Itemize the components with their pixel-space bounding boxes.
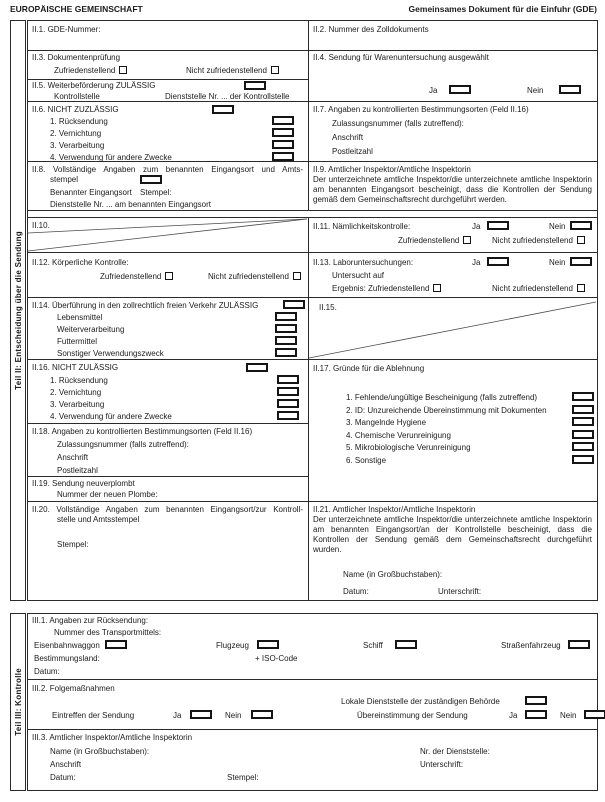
ii13-nein-checkbox[interactable] [570, 257, 592, 266]
field-ii18-title: II.18. Angaben zu kontrollierten Bestimmungsorten (Feld II.16) [32, 427, 253, 436]
field-ii8-stempel: Stempel: [140, 188, 172, 197]
ii11-satisfactory-checkbox[interactable] [463, 236, 471, 244]
field-ii15-title: II.15. [319, 303, 337, 312]
field-ii16 [28, 360, 309, 424]
iii1-schiff-checkbox[interactable] [395, 640, 417, 649]
ii6-checkbox[interactable] [212, 105, 234, 114]
ii11-not-satisfactory-checkbox[interactable] [577, 236, 585, 244]
field-ii11-not-satisfactory [492, 236, 585, 245]
field-ii3-nok-label: Nicht zufriedenstellend [186, 66, 267, 75]
field-ii6-item2: 2. Vernichtung [50, 129, 102, 138]
field-ii17-item1: 1. Fehlende/ungültige Bescheinigung (falls zutreffend) [346, 393, 538, 402]
field-iii2 [28, 680, 597, 730]
ii14-item1-checkbox[interactable] [275, 312, 297, 321]
field-iii2-eintreffen: Eintreffen der Sendung [52, 711, 135, 720]
field-iii2-lokale: Lokale Dienststelle der zuständigen Behörde [341, 697, 500, 706]
field-ii13-ok-label: Zufriedenstellend [368, 284, 430, 293]
field-ii13-ergebnis-line [332, 284, 441, 293]
field-iii1-title: III.1. Angaben zur Rücksendung: [32, 616, 149, 625]
field-ii7-plz: Postleitzahl [332, 147, 373, 156]
iii2-lokale-checkbox[interactable] [525, 696, 547, 705]
field-ii12-title: II.12. Körperliche Kontrolle: [32, 258, 129, 267]
iii2-eintreffen-ja-checkbox[interactable] [190, 710, 212, 719]
field-ii17-item2: 2. ID: Unzureichende Übereinstimmung mit Dokumenten [346, 406, 547, 415]
field-ii12-not-satisfactory [208, 272, 301, 281]
field-ii13 [309, 253, 597, 298]
iii1-flugzeug-checkbox[interactable] [257, 640, 279, 649]
field-ii6-item3: 3. Verarbeitung [50, 141, 105, 150]
field-ii11 [309, 218, 597, 253]
field-ii3-title: II.3. Dokumentenprüfung [32, 53, 121, 62]
part3-side-strip [10, 613, 26, 791]
field-ii14-title: II.14. Überführung in den zollrechtlich freien Verkehr ZULÄSSIG [32, 301, 259, 310]
ii6-item3-checkbox[interactable] [272, 140, 294, 149]
field-ii17 [309, 360, 597, 502]
ii16-item2-checkbox[interactable] [277, 387, 299, 396]
field-ii20 [28, 502, 309, 600]
field-ii16-item2: 2. Vernichtung [50, 388, 102, 397]
ii16-item4-checkbox[interactable] [277, 411, 299, 420]
ii16-checkbox[interactable] [246, 363, 268, 372]
field-iii1-strassenfahrzeug: Straßenfahrzeug [501, 641, 561, 650]
field-ii10 [28, 218, 309, 253]
part3-side-label: Teil III: Kontrolle [13, 668, 23, 736]
field-iii3-title: III.3. Amtlicher Inspektor/Amtliche Inspektorin [32, 733, 193, 742]
field-iii3-stempel: Stempel: [227, 773, 259, 782]
iii2-ueber-ja-checkbox[interactable] [525, 710, 547, 719]
field-ii9 [309, 162, 597, 211]
field-ii21-unterschrift: Unterschrift: [438, 587, 482, 596]
field-ii9-body: Der unterzeichnete amtliche Inspektor/die unterzeichnete amtliche Inspektorin am benannten Eingangsort bescheinigt, dass die Kontrollen der Sendung gemäß dem Gemeinschaftsrecht durchgeführt werden. [313, 175, 592, 204]
field-ii14 [28, 298, 309, 360]
field-ii12 [28, 253, 309, 298]
field-ii8-benannter: Benannter Eingangsort [50, 188, 132, 197]
spacer-row [28, 211, 597, 218]
ii16-item1-checkbox[interactable] [277, 375, 299, 384]
field-iii3-datum: Datum: [50, 773, 76, 782]
field-ii14-item1: Lebensmittel [57, 313, 103, 322]
ii14-item4-checkbox[interactable] [275, 348, 297, 357]
field-ii13-ja-label: Ja [472, 258, 481, 267]
field-ii13-title: II.13. Laboruntersuchungen: [313, 258, 414, 267]
field-ii5-kontrollstelle: Kontrollstelle [54, 92, 100, 101]
field-iii2-ueber-ja-label: Ja [509, 711, 518, 720]
iii2-eintreffen-nein-checkbox[interactable] [251, 710, 273, 719]
field-ii19 [28, 477, 309, 502]
iii1-strassenfahrzeug-checkbox[interactable] [568, 640, 590, 649]
field-ii16-title: II.16. NICHT ZULÄSSIG [32, 363, 119, 372]
field-ii4-ja-label: Ja [429, 86, 438, 95]
field-ii7 [309, 102, 597, 162]
field-ii5-title: II.5. Weiterbeförderung ZULÄSSIG [32, 81, 156, 90]
field-ii20-line1: II.20. Vollständige Angaben zum benannten Eingangsort/zur Kontroll- [32, 505, 303, 514]
ii14-zulaessig-checkbox[interactable] [283, 300, 305, 309]
field-ii8 [28, 162, 309, 211]
ii12-not-satisfactory-checkbox[interactable] [293, 272, 301, 280]
field-ii16-item3: 3. Verarbeitung [50, 400, 105, 409]
field-ii21-datum: Datum: [343, 587, 369, 596]
field-ii11-ja-label: Ja [472, 222, 481, 231]
ii17-item3-checkbox[interactable] [572, 417, 594, 426]
field-ii11-nok-label: Nicht zufriedenstellend [492, 236, 573, 245]
ii3-not-satisfactory-checkbox[interactable] [271, 66, 279, 74]
iii1-eisenbahnwaggon-checkbox[interactable] [105, 640, 127, 649]
field-ii6-item1: 1. Rücksendung [50, 117, 108, 126]
field-ii8-dienststelle: Dienststelle Nr. ... am benannten Eingangsort [50, 200, 211, 209]
field-iii1 [28, 614, 597, 680]
part2-side-strip [10, 20, 26, 601]
field-ii19-nummer: Nummer der neuen Plombe: [57, 490, 158, 499]
field-ii4-title: II.4. Sendung für Warenuntersuchung ausgewählt [313, 53, 489, 62]
field-ii13-not-satisfactory [492, 284, 585, 293]
ii4-ja-checkbox[interactable] [449, 85, 471, 94]
ii16-item3-checkbox[interactable] [277, 399, 299, 408]
field-ii6-item4: 4. Verwendung für andere Zwecke [50, 153, 172, 162]
ii13-satisfactory-checkbox[interactable] [433, 284, 441, 292]
field-iii2-ueber-nein-label: Nein [560, 711, 577, 720]
field-ii18 [28, 424, 309, 477]
field-ii7-anschrift: Anschrift [332, 133, 364, 142]
part3-table [27, 613, 598, 791]
field-ii4 [309, 50, 597, 102]
field-iii1-nummer: Nummer des Transportmittels: [54, 628, 162, 637]
part2-table [27, 20, 598, 601]
field-ii11-title: II.11. Nämlichkeitskontrolle: [313, 222, 411, 231]
ii15-diagonal-line [309, 298, 597, 359]
field-ii18-zulassung: Zulassungsnummer (falls zutreffend): [57, 440, 189, 449]
iii2-ueber-nein-checkbox[interactable] [584, 710, 605, 719]
header-right: Gemeinsames Dokument für die Einfuhr (GDE) [408, 4, 597, 14]
field-ii17-item3: 3. Mangelnde Hygiene [346, 418, 427, 427]
ii13-ja-checkbox[interactable] [487, 257, 509, 266]
field-ii12-nok-label: Nicht zufriedenstellend [208, 272, 289, 281]
field-ii14-item3: Futtermittel [57, 337, 98, 346]
field-ii13-nok-label: Nicht zufriedenstellend [492, 284, 573, 293]
ii6-item1-checkbox[interactable] [272, 116, 294, 125]
ii3-satisfactory-checkbox[interactable] [119, 66, 127, 74]
ii4-nein-checkbox[interactable] [559, 85, 581, 94]
field-iii1-iso: + ISO-Code [255, 654, 298, 663]
field-ii14-item4: Sonstiger Verwendungszweck [57, 349, 164, 358]
ii14-item2-checkbox[interactable] [275, 324, 297, 333]
field-ii3-not-satisfactory [186, 66, 279, 75]
ii17-item1-checkbox[interactable] [572, 392, 594, 401]
field-ii6 [28, 102, 309, 162]
ii11-ja-checkbox[interactable] [487, 221, 509, 230]
field-ii3-ok-label: Zufriedenstellend [54, 66, 116, 75]
field-ii9-title: II.9. Amtlicher Inspektor/Amtliche Inspektorin [313, 165, 471, 174]
ii6-item4-checkbox[interactable] [272, 152, 294, 161]
ii8-stempel-checkbox[interactable] [140, 175, 162, 184]
field-iii1-datum: Datum: [34, 667, 60, 676]
field-ii13-nein-label: Nein [549, 258, 566, 267]
field-ii5 [28, 79, 309, 102]
field-ii11-ok-label: Zufriedenstellend [398, 236, 460, 245]
field-iii3-name: Name (in Großbuchstaben): [50, 747, 150, 756]
ii11-nein-checkbox[interactable] [570, 221, 592, 230]
field-ii16-item1: 1. Rücksendung [50, 376, 108, 385]
field-ii21-body: Der unterzeichnete amtliche Inspektor/die unterzeichnete amtliche Inspektorin am benannten Eingangsort/an der Kontrollstelle bescheinigt, dass die Kontrollen der Sendung gemäß dem Gemeinschaftsrecht durchgeführt wurden. [313, 515, 592, 554]
field-iii3-anschrift: Anschrift [50, 760, 82, 769]
field-ii21-title: II.21. Amtlicher Inspektor/Amtliche Inspektorin [313, 505, 476, 514]
field-ii8-line1: II.8. Vollständige Angaben zum benannten Eingangsort und Amts- [32, 165, 303, 174]
field-ii7-title: II.7. Angaben zu kontrollierten Bestimmungsorten (Feld II.16) [313, 105, 529, 114]
field-ii16-item4: 4. Verwendung für andere Zwecke [50, 412, 172, 421]
field-ii15 [309, 298, 597, 360]
field-iii2-uebereinstimmung: Übereinstimmung der Sendung [357, 711, 468, 720]
field-ii12-satisfactory [100, 272, 173, 281]
field-iii2-eintreffen-nein-label: Nein [225, 711, 242, 720]
field-ii12-ok-label: Zufriedenstellend [100, 272, 162, 281]
field-ii13-ergebnis-label: Ergebnis: [332, 284, 366, 293]
part2-side-label: Teil II: Entscheidung über die Sendung [13, 231, 23, 390]
field-ii18-plz: Postleitzahl [57, 466, 98, 475]
field-ii17-item4: 4. Chemische Verunreinigung [346, 431, 451, 440]
field-ii2 [309, 21, 597, 51]
ii17-item2-checkbox[interactable] [572, 405, 594, 414]
ii12-satisfactory-checkbox[interactable] [165, 272, 173, 280]
ii17-item6-checkbox[interactable] [572, 455, 594, 464]
field-ii17-title: II.17. Gründe für die Ablehnung [313, 364, 425, 373]
field-ii4-nein-label: Nein [527, 86, 544, 95]
field-ii14-item2: Weiterverarbeitung [57, 325, 125, 334]
ii10-diagonal-lines [28, 218, 308, 252]
field-ii5-dienststelle: Dienststelle Nr. ... der Kontrollstelle [165, 92, 290, 101]
field-ii17-item6: 6. Sonstige [346, 456, 387, 465]
field-ii13-untersucht: Untersucht auf [332, 271, 385, 280]
field-iii1-flugzeug: Flugzeug [216, 641, 249, 650]
ii6-item2-checkbox[interactable] [272, 128, 294, 137]
ii17-item4-checkbox[interactable] [572, 430, 594, 439]
ii5-zulaessig-checkbox[interactable] [244, 81, 266, 90]
field-ii18-anschrift: Anschrift [57, 453, 89, 462]
field-ii11-satisfactory [398, 236, 471, 245]
field-iii3-unterschrift: Unterschrift: [420, 760, 464, 769]
field-ii20-line2: stelle und Amtsstempel [57, 515, 140, 524]
field-ii3 [28, 50, 309, 80]
ii17-item5-checkbox[interactable] [572, 442, 594, 451]
field-ii21-name: Name (in Großbuchstaben): [343, 570, 443, 579]
field-ii8-line2: stempel [50, 175, 79, 184]
field-iii3-nr: Nr. der Dienststelle: [420, 747, 490, 756]
field-iii1-eisenbahnwaggon: Eisenbahnwaggon [34, 641, 100, 650]
field-ii19-title: II.19. Sendung neuverplombt [32, 479, 135, 488]
field-ii7-zulassung: Zulassungsnummer (falls zutreffend): [332, 119, 464, 128]
field-ii1 [28, 21, 309, 51]
ii14-item3-checkbox[interactable] [275, 336, 297, 345]
field-ii1-title: II.1. GDE-Nummer: [32, 25, 101, 34]
field-ii17-item5: 5. Mikrobiologische Verunreinigung [346, 443, 471, 452]
field-iii1-bestimmungsland: Bestimmungsland: [34, 654, 100, 663]
field-ii21 [309, 502, 597, 600]
field-ii10-title: II.10. [32, 221, 50, 230]
field-iii2-title: III.2. Folgemaßnahmen [32, 684, 115, 693]
field-iii1-schiff: Schiff [363, 641, 383, 650]
field-iii2-eintreffen-ja-label: Ja [173, 711, 182, 720]
ii13-not-satisfactory-checkbox[interactable] [577, 284, 585, 292]
header-left: EUROPÄISCHE GEMEINSCHAFT [10, 4, 143, 14]
field-ii20-stempel: Stempel: [57, 540, 89, 549]
field-ii3-satisfactory [54, 66, 127, 75]
field-ii11-nein-label: Nein [549, 222, 566, 231]
field-ii6-title: II.6. NICHT ZUZLÄSSIG [32, 105, 119, 114]
field-ii2-title: II.2. Nummer des Zolldokuments [313, 25, 429, 34]
field-iii3 [28, 730, 597, 790]
